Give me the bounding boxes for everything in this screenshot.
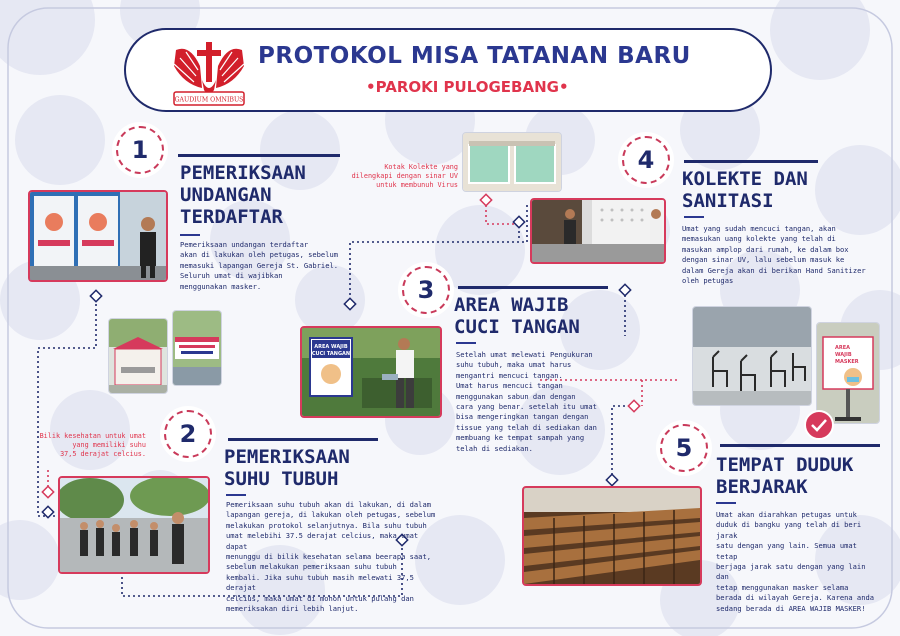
- step-1-title-line: PEMERIKSAAN: [180, 162, 306, 184]
- step-3-description-line: tissue yang telah di sediakan dan: [456, 422, 597, 432]
- page-subtitle: •PAROKI PULOGEBANG•: [366, 78, 569, 96]
- step-5-description: [716, 510, 880, 614]
- step-3-sign-text: CUCI TANGAN: [311, 351, 351, 357]
- step-3-number-badge: [402, 266, 450, 314]
- step-2-photo: [58, 476, 210, 574]
- step-3-description-line: telah di sediakan.: [456, 443, 533, 453]
- step-5-title-line: BERJARAK: [716, 476, 808, 498]
- step-4-note: [334, 163, 458, 190]
- step-4-description-line: oleh petugas: [682, 276, 734, 286]
- logo-banner-text: GAUDIUM OMNIBUS: [174, 96, 244, 104]
- step-2-description: [226, 500, 440, 614]
- step-5-description-line: tetap menggunakan masker selama: [716, 582, 849, 592]
- step-2-number: 2: [179, 420, 197, 448]
- step-4-uv-box-photo: [462, 132, 562, 192]
- step-1-number-badge: [116, 126, 164, 174]
- step-5-sign-text: AREA: [835, 345, 851, 351]
- step-3-description-line: mengantri mencuci tangan.: [456, 370, 563, 380]
- step-1-title-line: UNDANGAN: [180, 184, 272, 206]
- step-3-description-line: bisa mengeringkan tangan dengan: [456, 412, 589, 422]
- step-5-sign-text: MASKER: [835, 359, 859, 365]
- step-4-title: [682, 168, 808, 212]
- step-1-number: 1: [131, 136, 149, 164]
- step-5-description-line: berada di wilayah Gereja. Karena anda: [716, 593, 875, 603]
- step-5-number: 5: [675, 434, 693, 462]
- step-1-accent-dash: [180, 234, 200, 236]
- step-5-sign-text: WAJIB: [835, 352, 852, 358]
- step-2-description-line: lapangan gereja, di lakukan oleh petugas, sebelum: [226, 510, 436, 520]
- step-5-chairs-photo: [692, 306, 812, 406]
- step-4-number: 4: [637, 146, 655, 174]
- step-3-description-line: Setelah umat melewati Pengukuran: [456, 350, 593, 359]
- step-1-description-line: Pemeriksaan undangan terdaftar: [180, 240, 309, 249]
- step-4-accent-dash: [684, 216, 704, 218]
- step-2-description-line: celcius, maka umat di mohon untuk pulang dan: [226, 593, 414, 603]
- step-2-note-line: Bilik kesehatan untuk umat: [39, 432, 146, 440]
- step-2-booth-banner-photo: [172, 310, 222, 386]
- step-2-description-line: kembali. Jika suhu tubuh masih melewati 37,5 derajat: [226, 572, 414, 593]
- step-1-description: [180, 240, 340, 292]
- step-1-description-line: akan di lakukan oleh petugas, sebelum: [180, 250, 339, 260]
- step-1-description-line: memasuki lapangan Gereja St. Gabriel.: [180, 260, 339, 270]
- step-1-title-line: TERDAFTAR: [180, 206, 283, 228]
- checkmark-icon: [802, 408, 836, 442]
- step-5-description-line: berjaga jarak satu dengan yang lain dan: [716, 562, 866, 582]
- step-3-accent-dash: [456, 342, 476, 344]
- step-4-note-line: untuk membunuh Virus: [376, 181, 458, 189]
- step-2-description-line: memeriksakan diri lebih lanjut.: [226, 604, 359, 614]
- step-3-number: 3: [417, 276, 435, 304]
- step-2-note-line: yang memiliki suhu: [72, 441, 146, 449]
- step-5-divider: [720, 444, 880, 447]
- step-2-divider: [228, 438, 378, 441]
- step-3-description-line: suhu tubuh, maka umat harus: [456, 360, 572, 370]
- step-2-health-booth-photo: [108, 318, 168, 394]
- page-title: PROTOKOL MISA TATANAN BARU: [258, 43, 691, 69]
- step-2-description-line: sebelum melakukan pemeriksaan suhu tubuh: [226, 562, 397, 572]
- step-3-description-line: menggunakan sabun dan dengan: [456, 391, 576, 401]
- step-1-title: [180, 162, 306, 228]
- step-3-sign-text: AREA WAJIB: [314, 344, 348, 350]
- step-3-title-line: CUCI TANGAN: [454, 316, 580, 338]
- step-2-description-line: melakukan protokol selanjutnya. Bila suhu tubuh: [226, 520, 427, 530]
- parish-logo-icon: [166, 36, 252, 108]
- step-2-description-line: umat melebihi 37.5 derajat celcius, maka umat dapat: [226, 531, 419, 551]
- step-5-accent-dash: [716, 502, 736, 504]
- step-5-number-badge: [660, 424, 708, 472]
- step-4-description-line: Umat yang sudah mencuci tangan, akan: [682, 224, 836, 233]
- step-5-photo: [522, 486, 702, 586]
- step-1-description-line: Seluruh umat di wajibkan: [180, 271, 283, 281]
- step-5-description-line: Umat akan diarahkan petugas untuk: [716, 510, 857, 519]
- step-4-description-line: memasukan uang kolekte yang telah di: [682, 234, 836, 244]
- step-4-note-line: dilengkapi dengan sinar UV: [351, 172, 458, 180]
- step-5-description-line: duduk di bangku yang telah di beri jarak: [716, 520, 862, 540]
- step-3-photo: [300, 326, 442, 418]
- step-2-number-badge: [164, 410, 212, 458]
- header-banner: [124, 28, 772, 112]
- step-2-accent-dash: [226, 494, 246, 496]
- step-4-number-badge: [622, 136, 670, 184]
- step-4-note-line: Kotak Kolekte yang: [384, 163, 458, 171]
- step-3-description: [456, 350, 606, 454]
- step-3-description-line: Umat harus mencuci tangan: [456, 381, 563, 391]
- step-4-description-line: masukan amplop dari rumah, ke dalam box: [682, 244, 849, 254]
- step-5-title: [716, 454, 853, 498]
- step-2-title-line: PEMERIKSAAN: [224, 446, 350, 468]
- step-3-title-line: AREA WAJIB: [454, 294, 569, 316]
- step-4-description-line: dengan sinar UV, lalu sebelum masuk ke: [682, 255, 845, 265]
- step-4-title-line: SANITASI: [682, 190, 774, 212]
- step-2-description-line: menunggu di bilik kesehatan selama beerapa saat,: [226, 552, 431, 562]
- step-1-photo: [28, 190, 168, 282]
- step-4-title-line: KOLEKTE DAN: [682, 168, 808, 190]
- step-2-title: [224, 446, 350, 490]
- step-4-divider: [684, 160, 818, 163]
- step-5-description-line: satu dengan yang lain. Semua umat tetap: [716, 541, 857, 561]
- step-3-divider: [458, 286, 608, 289]
- step-1-description-line: menggunakan masker.: [180, 281, 262, 291]
- step-5-title-line: TEMPAT DUDUK: [716, 454, 854, 476]
- step-2-note-line: 37,5 derajat celcius.: [60, 450, 146, 458]
- step-2-note: [22, 432, 146, 459]
- step-2-title-line: SUHU TUBUH: [224, 468, 339, 490]
- step-3-title: [454, 294, 580, 338]
- step-1-divider: [178, 154, 340, 157]
- step-4-description-line: dalam Gereja akan di berikan Hand Sanitizer: [682, 265, 866, 275]
- step-5-description-line: sedang berada di AREA WAJIB MASKER!: [716, 603, 866, 613]
- step-4-photo: [530, 198, 666, 264]
- step-3-description-line: membuang ke tempat sampah yang: [456, 433, 585, 443]
- step-3-description-line: cara yang benar. setelah itu umat: [456, 402, 597, 412]
- step-4-description: [682, 224, 878, 286]
- step-2-description-line: Pemeriksaan suhu tubuh akan di lakukan, di dalam: [226, 500, 431, 509]
